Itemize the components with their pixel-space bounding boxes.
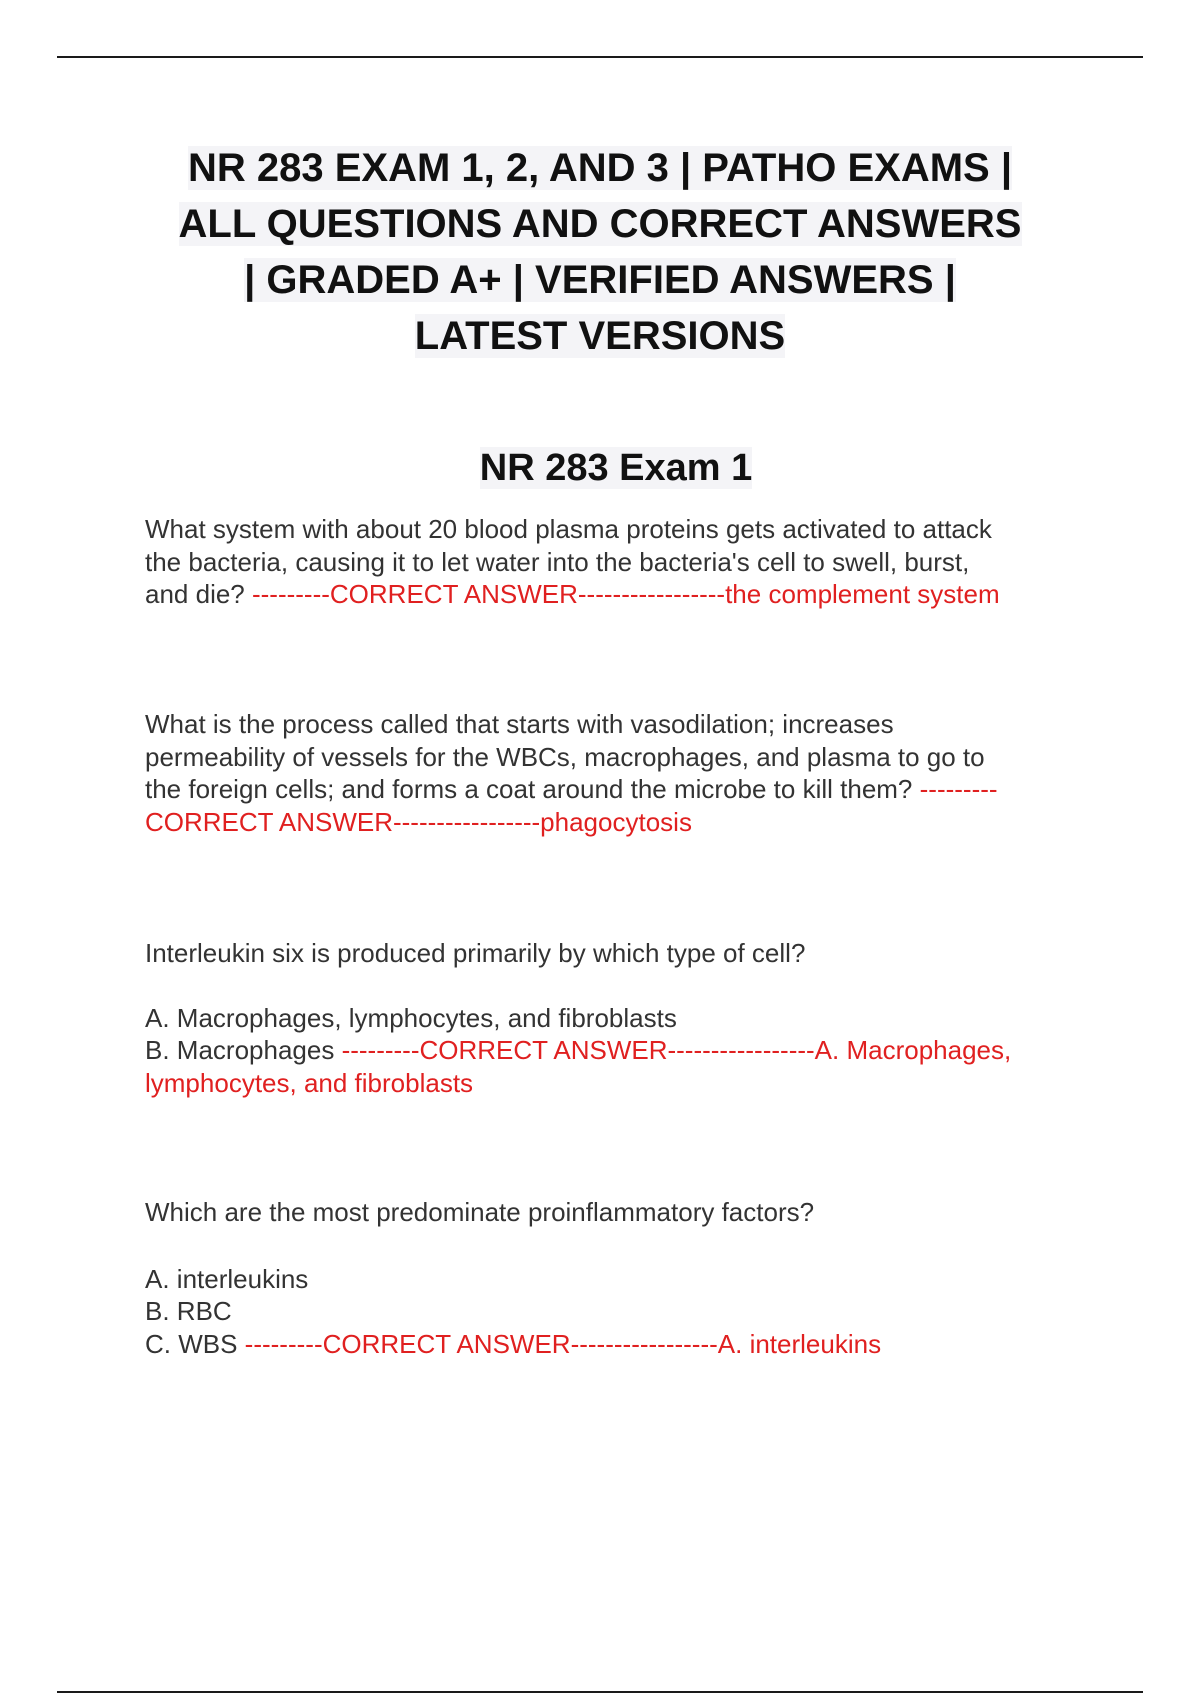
question-1-answer: ---------CORRECT ANSWER-----------------the complement system [251, 579, 1000, 609]
question-2-answer-part-2: CORRECT ANSWER-----------------phagocytosis [145, 806, 692, 837]
question-3-option-b: B. Macrophages [145, 1035, 342, 1065]
question-3 [145, 937, 1085, 1099]
question-1 [145, 513, 1085, 611]
question-4-option-c: C. WBS [145, 1328, 245, 1359]
section-title [0, 444, 1200, 492]
bottom-rule [57, 1691, 1143, 1693]
question-2-line-3 [145, 773, 1085, 806]
question-4-option-b: B. RBC [145, 1296, 232, 1326]
question-4-text: Which are the most predominate proinflammatory factors? [145, 1197, 815, 1227]
title-line-3: | GRADED A+ | VERIFIED ANSWERS | [244, 258, 956, 302]
question-3-option-b-line [145, 1034, 1085, 1067]
question-2-line-2: permeability of vessels for the WBCs, macrophages, and plasma to go to [145, 741, 985, 772]
question-1-line-3-text: and die? [145, 579, 252, 609]
document-title [100, 140, 1100, 364]
question-4-option-c-line [145, 1328, 1085, 1361]
section-title-text: NR 283 Exam 1 [479, 447, 753, 489]
question-4-answer: ---------CORRECT ANSWER-----------------A. interleukins [244, 1328, 882, 1359]
title-line-2: ALL QUESTIONS AND CORRECT ANSWERS [178, 202, 1022, 246]
question-3-answer-part-1: ---------CORRECT ANSWER-----------------A. Macrophages, [341, 1035, 1012, 1065]
title-line-4: LATEST VERSIONS [414, 314, 786, 358]
question-3-answer-part-2: lymphocytes, and fibroblasts [145, 1067, 474, 1098]
question-2-line-3-text: the foreign cells; and forms a coat around the microbe to kill them? [145, 774, 920, 804]
question-1-line-3 [145, 578, 1085, 611]
question-1-line-2: the bacteria, causing it to let water into the bacteria's cell to swell, burst, [145, 546, 970, 577]
question-1-line-1: What system with about 20 blood plasma proteins gets activated to attack [145, 514, 992, 544]
question-4-option-a: A. interleukins [145, 1263, 309, 1294]
top-rule [57, 56, 1143, 58]
question-2-answer-part-1: --------- [919, 774, 998, 804]
question-4 [145, 1196, 1085, 1360]
question-2 [145, 708, 1085, 838]
question-3-option-a: A. Macrophages, lymphocytes, and fibroblasts [145, 1002, 677, 1033]
question-2-line-1: What is the process called that starts with vasodilation; increases [145, 709, 894, 739]
question-3-text: Interleukin six is produced primarily by which type of cell? [145, 938, 806, 968]
title-line-1: NR 283 EXAM 1, 2, AND 3 | PATHO EXAMS | [187, 146, 1013, 190]
